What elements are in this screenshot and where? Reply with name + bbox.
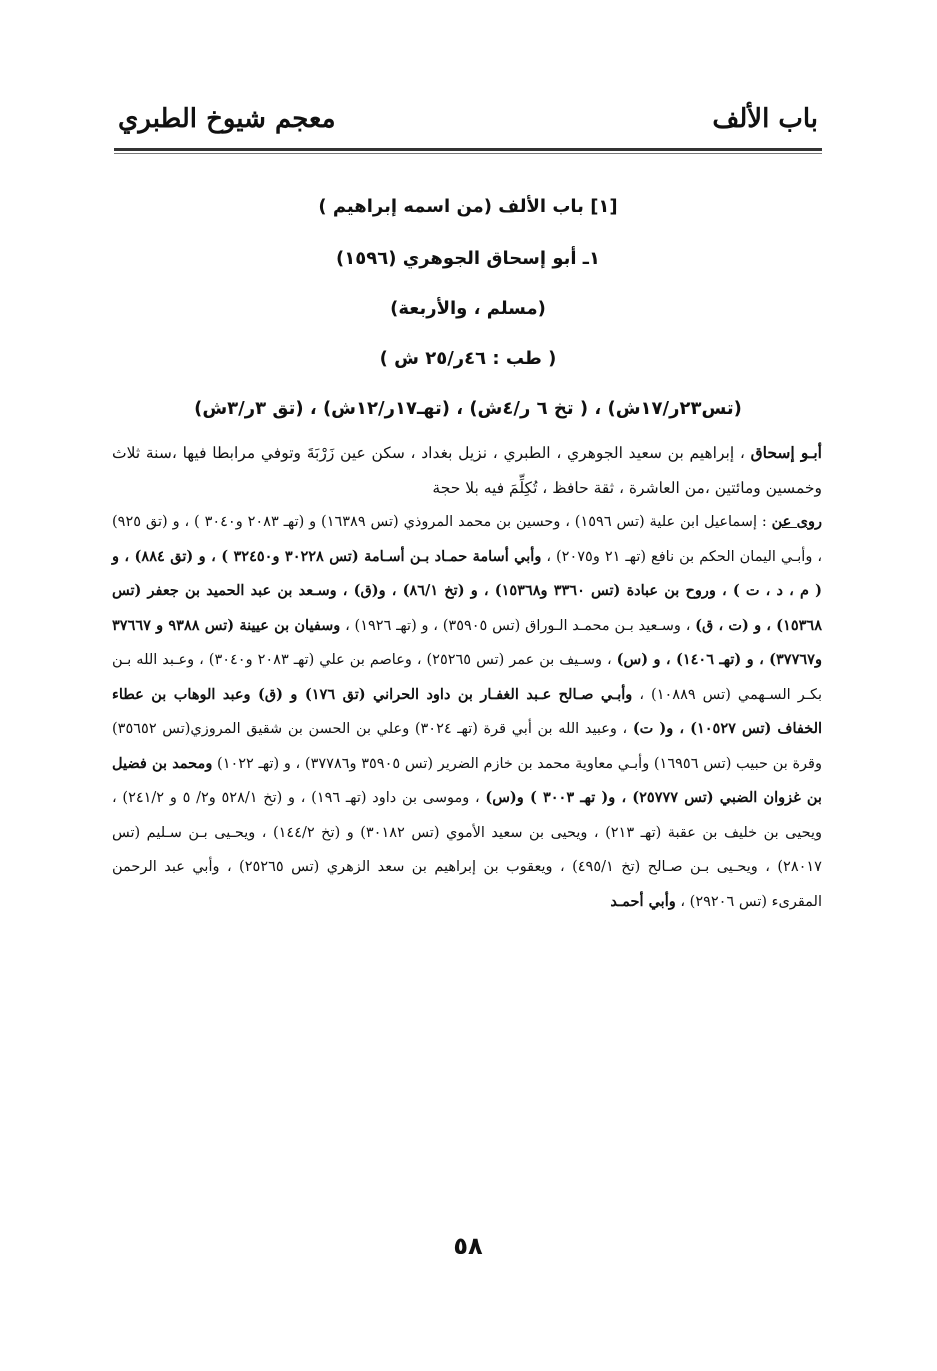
narrations-text-4: ، وعبيد الله بن أبي قرة (تهـ ٣٠٢٤) وعلي بن الحسن بن شقيق المروزي(تس ٣٥٦٥٢) وقرة بن حبيب (تس ١٦٩٥٦) وأبـي معاوية محمد بن خازم الضرير (تس ٣٥٩٠٥ و٣٧٧٨٦) ، و (تهـ ١٠٢٢) [112, 721, 822, 772]
page-number: ٥٨ [453, 1232, 483, 1260]
narrations-bold-3: وأبـي صـالح عـبد الغفـار بن داود الحراني (تق ١٧٦) و (ق) وعبد الوهاب بن عطاء الخفاف (تس ١٠٥٢٧) ، و( ت) [112, 685, 823, 737]
running-head [118, 100, 818, 140]
bio-name: أبـو إسحاق [750, 443, 822, 462]
narrations-text-3: ، وسـيف بن عمر (تس ٢٥٢٦٥) ، وعاصم بن علي (تهـ ٢٠٨٣ و٣٠٤٠) ، وعـبد الله بـن بكـر السـهمي (تس ١٠٨٨٩) ، [112, 652, 822, 703]
chapter-heading: [١] باب الألف (من اسمه إبراهيم ) [318, 196, 618, 217]
narrations-bold-2: وسفيان بن عيينة (تس ٩٣٨٨ و ٣٧٦٦٧ و٣٧٧٦٧) ، و (تهـ ١٤٠٦) ، و (س) [112, 616, 822, 668]
entry-name: ١ـ أبو إسحاق الجوهري (١٥٩٦) [336, 248, 600, 269]
book-running-title: معجم شيوخ الطبري [118, 104, 336, 134]
narrations-text-5: ، وموسى بن داود (تهـ ١٩٦) ، و (تخ ٥٢٨/١ و٢/ ٥ و ٢٤١/٢) ، ويحيى بن خليف بن عقبة (تهـ ٢١٣) ، ويحيى بن سعيد الأموي (تس ٣٠١٨٢) و (تخ ١٤٤/٢) ، ويحـيى بـن سـليم (تس ٢٨٠١٧) ، ويحـيى بـن صـالح (تخ ٤٩٥/١) ، ويعقوب بن إبراهيم بن سعد الزهري (تس ٢٥٢٦٥) ، وأبي عبد الرحمن المقرىء (تس ٢٩٢٠٦) ، [112, 790, 823, 910]
header-rule-thin [114, 153, 822, 154]
entry-body [112, 436, 822, 919]
narrations-text-1: : إسماعيل ابن علية (تس ١٥٩٦) ، وحسين بن محمد المروذي (تس ١٦٣٨٩) و (تهـ ٢٠٨٣ و٣٠٤٠ ) ، و (تق ٩٢٥) ، وأبـي اليمان الحكم بن نافع (تهـ ٢١ و٢٠٧٥) ، [112, 514, 822, 565]
header-rule-thick [114, 148, 822, 151]
chapter-running-title: باب الألف [712, 104, 818, 134]
entry-books: (مسلم ، والأربعة) [390, 298, 546, 319]
narrations-bold-5: وأبي أحمـد [610, 892, 676, 910]
entry-tabari-ref: ( طب : ٤٦ر/٢٥ ش ) [379, 348, 557, 369]
bio-text: ، إبراهيم بن سعيد الجوهري ، الطبري ، نزيل بغداد ، سكن عين زَرْبَةَ وتوفي مرابطا فيها ،سنة ثلاث وخمسين ومائتين ،من العاشرة ، ثقة حافظ ، تُكِلِّمَ فيه بلا حجة [112, 444, 822, 497]
narrations-bold-4: ومحمد بن فضيل بن غزوان الضبي (تس ٢٥٧٧٧) ، و( تهـ ٣٠٠٣ ) و(س) [112, 754, 822, 806]
entry-refs: (تس٢٣ر/١٧ش) ، ( تخ ٦ ر/٤ش) ، (تهـ١٧ر/١٢ش) ، (تق ٣ر/٣ش) [194, 398, 742, 419]
narrations-text-2: ، وسـعيد بـن محمـد الـوراق (تس ٣٥٩٠٥) ، و (تهـ ١٩٢٦) ، [340, 617, 696, 634]
bio-paragraph [112, 436, 822, 505]
narrations-paragraph [112, 505, 822, 919]
narrations-label: روى عن [771, 513, 822, 530]
narrations-bold-1: وأبي أسامة حمـاد بـن أسـامة (تس ٣٠٢٢٨ و٣٢٤٥٠ ) ، و (تق ٨٨٤) ، و ( م ، د ، ت ) ، وروح بن عبادة (تس ٣٣٦٠ و١٥٣٦٨) ، و (تخ ٨٦/١) ، و(ق) ، وسـعد بن عبد الحميد بن جعفر (تس ١٥٣٦٨) ، و (ت ، ق) [112, 547, 822, 634]
